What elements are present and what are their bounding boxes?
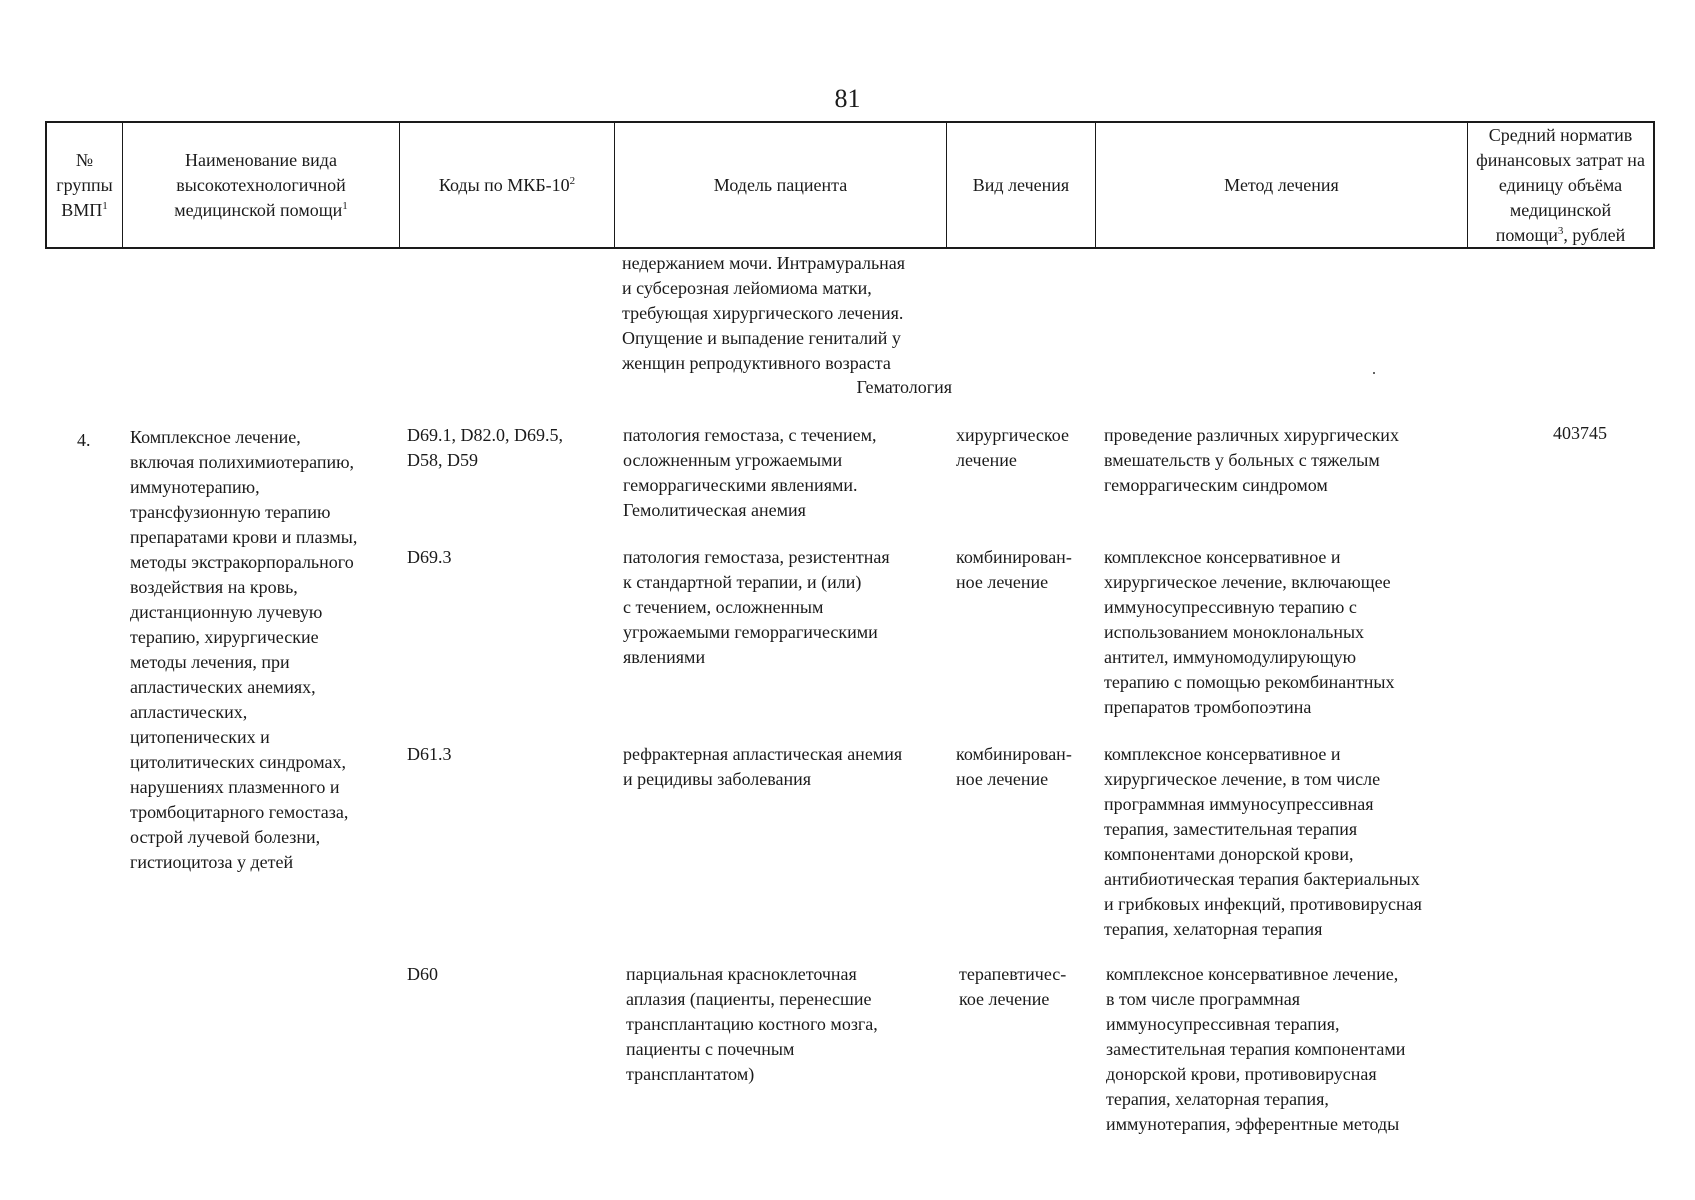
row-3-patient-model: рефрактерная апластическая анемия и рецидивы заболевания <box>623 744 903 789</box>
row-2-icd-codes: D69.3 <box>407 547 452 567</box>
row-4-treatment-method: комплексное консервативное лечение, в том числе программная иммуносупрессивная терапия, заместительная терапия компонентами донорской крови, противовирусная терапия, хелаторная терапия, иммунотерапия, эфферентные методы <box>1106 964 1406 1134</box>
header-treatment-type <box>947 123 1096 247</box>
header-group-number-text: № группы ВМП <box>56 149 113 220</box>
header-icd-codes <box>400 123 615 247</box>
group-cost: 403745 <box>1553 423 1607 443</box>
row-2-patient-model: патология гемостаза, резистентная к стандартной терапии, и (или) с течением, осложненным угрожаемыми геморрагическими явлениями <box>623 547 890 667</box>
row-1-treatment-method: проведение различных хирургических вмешательств у больных с тяжелым геморрагическим синдромом <box>1104 425 1399 495</box>
header-care-type <box>123 123 400 247</box>
header-group-number <box>47 123 123 247</box>
header-cost-unit: , рублей <box>1563 224 1626 245</box>
section-title: Гематология <box>856 377 952 397</box>
header-patient-model <box>615 123 947 247</box>
continuation-patient-model: недержанием мочи. Интрамуральная и субсерозная лейомиома матки, требующая хирургического лечения. Опущение и выпадение гениталий у женщин репродуктивного возраста <box>622 253 906 373</box>
footnote-3: 3 <box>1557 224 1564 237</box>
row-3-treatment-type: комбинирован- ное лечение <box>956 744 1072 789</box>
table-body <box>45 249 1655 1149</box>
footnote-1: 1 <box>342 199 348 212</box>
group-number: 4. <box>77 430 91 450</box>
footnote-2: 2 <box>569 174 576 187</box>
row-3-icd-codes: D61.3 <box>407 744 452 764</box>
page-number: 81 <box>834 84 861 113</box>
header-icd-codes-text: Коды по МКБ-10 <box>438 174 570 195</box>
row-4-patient-model: парциальная красноклеточная аплазия (пациенты, перенесшие трансплантацию костного мозга, пациенты с почечным трансплантатом) <box>626 964 878 1084</box>
row-3-treatment-method: комплексное консервативное и хирургическое лечение, в том числе программная иммуносупрессивная терапия, заместительная терапия компонентами донорской крови, антибиотическая терапия бактериальных и грибковых инфекций, противовирусная терапия, хелаторная терапия <box>1104 744 1422 939</box>
header-treatment-method-text: Метод лечения <box>1224 174 1339 195</box>
header-cost-text: Средний норматив финансовых затрат на единицу объёма медицинской помощи <box>1476 124 1645 245</box>
header-care-type-text: Наименование вида высокотехнологичной медицинской помощи <box>174 149 346 220</box>
row-1-patient-model: патология гемостаза, с течением, осложненным угрожаемыми геморрагическими явлениями. Гемолитическая анемия <box>623 425 877 520</box>
scan-speck <box>1373 372 1375 374</box>
row-1-treatment-type: хирургическое лечение <box>956 425 1069 470</box>
row-1-icd-codes: D69.1, D82.0, D69.5, D58, D59 <box>407 425 563 470</box>
table-header <box>45 121 1655 249</box>
row-4-treatment-type: терапевтичес- кое лечение <box>959 964 1067 1009</box>
header-cost <box>1468 123 1653 247</box>
header-treatment-type-text: Вид лечения <box>972 174 1070 195</box>
row-2-treatment-method: комплексное консервативное и хирургическое лечение, включающее иммуносупрессивную терапию с использованием моноклональных антител, иммуномодулирующую терапию с помощью рекомбинантных препаратов тромбопоэтина <box>1104 547 1395 717</box>
row-4-icd-codes: D60 <box>407 964 438 984</box>
header-patient-model-text: Модель пациента <box>713 174 848 195</box>
group-care-name: Комплексное лечение, включая полихимиотерапию, иммунотерапию, трансфузионную терапию препаратами крови и плазмы, методы экстракорпорального воздействия на кровь, дистанционную лучевую терапию, хирургические методы лечения, при апластических анемиях, апластических, цитопенических и цитолитических синдромах, нарушениях плазменного и тромбоцитарного гемостаза, острой лучевой болезни, гистиоцитоза у детей <box>130 427 358 872</box>
header-treatment-method <box>1096 123 1468 247</box>
row-2-treatment-type: комбинирован- ное лечение <box>956 547 1072 592</box>
footnote-1: 1 <box>102 199 108 212</box>
